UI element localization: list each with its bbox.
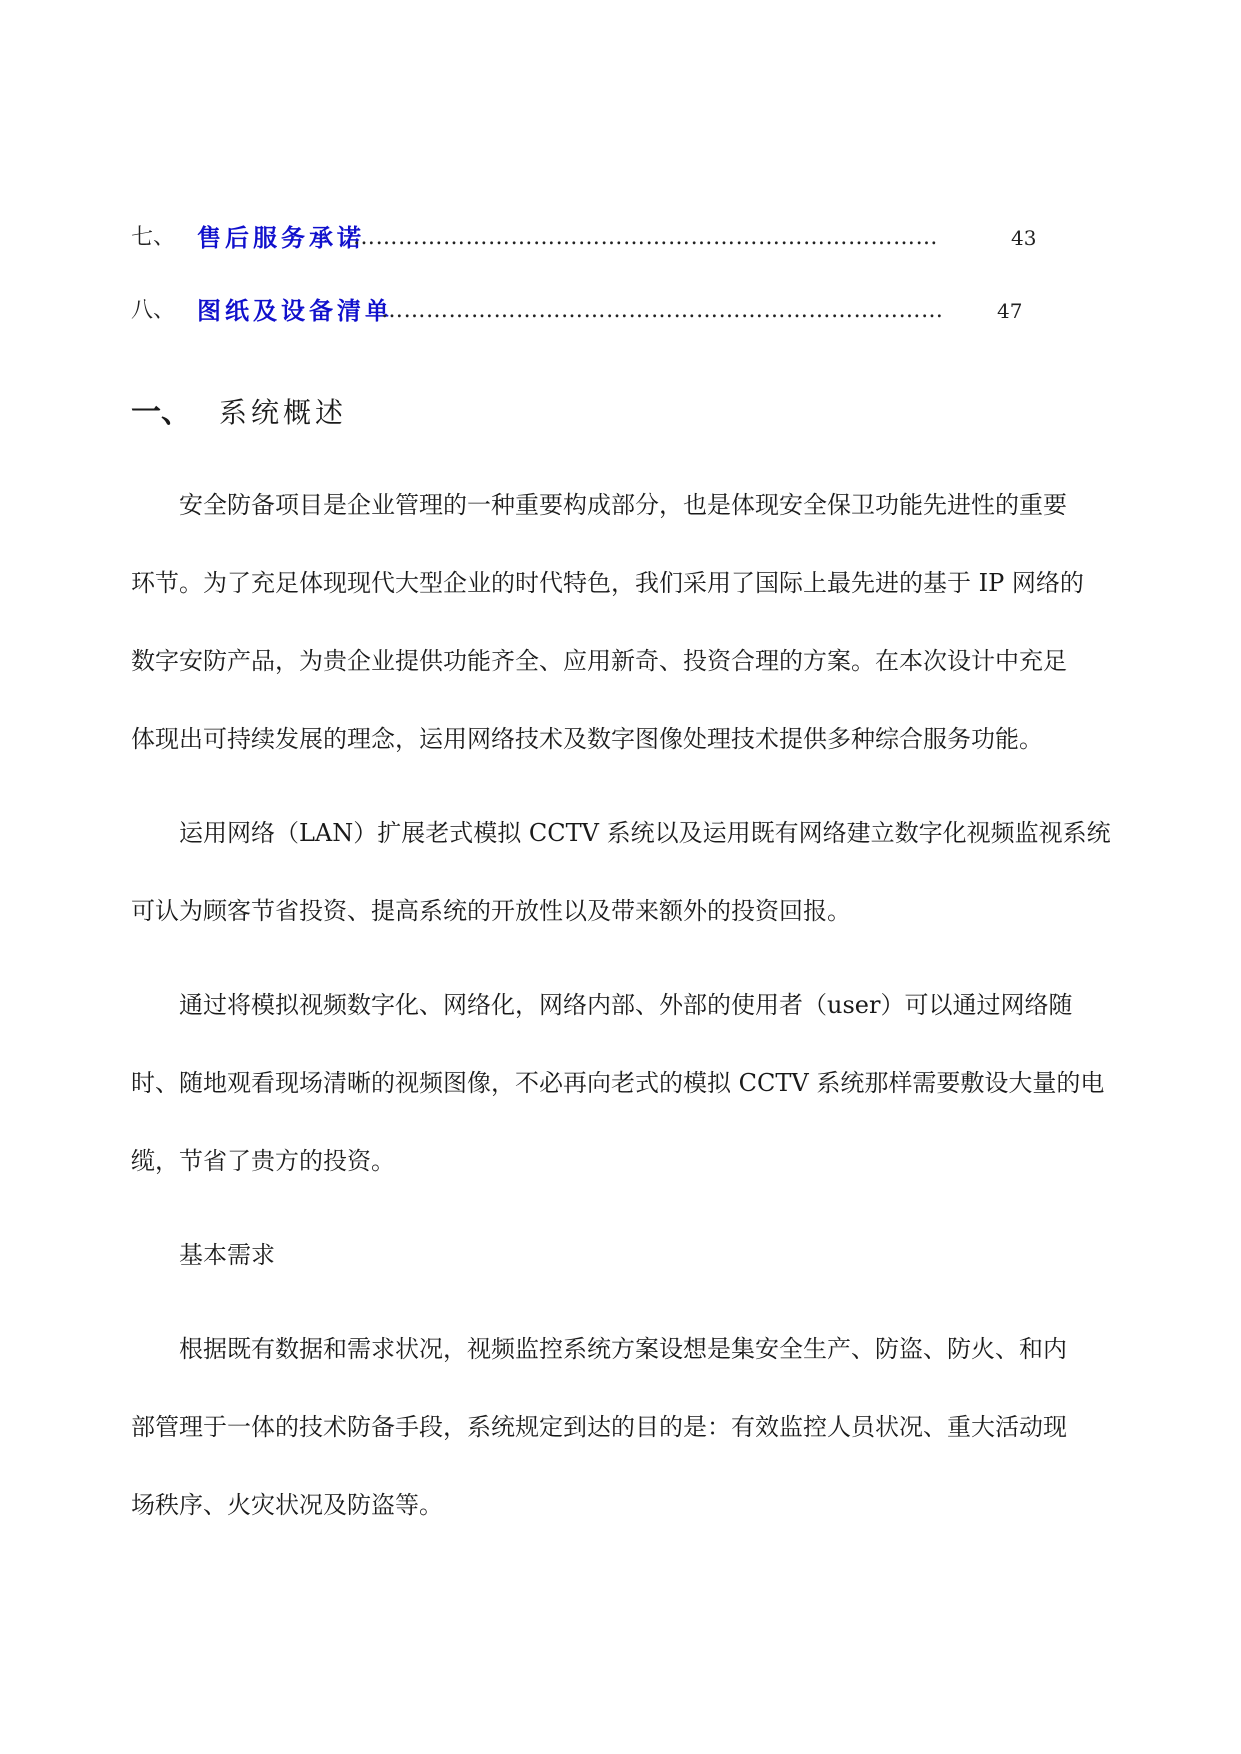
section-number: 一、 (131, 395, 191, 430)
section-title: 系统概述 (219, 396, 348, 429)
toc-entry-8[interactable] (131, 291, 1023, 331)
paragraph-line: 可认为顾客节省投资、提高系统的开放性以及带来额外的投资回报。 (131, 897, 851, 925)
paragraph-line: 体现出可持续发展的理念，运用网络技术及数字图像处理技术提供多种综合服务功能。 (131, 725, 1043, 753)
toc-number: 七、 (131, 225, 176, 250)
toc-entry-7[interactable] (131, 218, 1037, 258)
toc-number: 八、 (131, 298, 176, 323)
toc-page-number: 47 (997, 299, 1023, 323)
paragraph-line: 运用网络（LAN）扩展老式模拟 CCTV 系统以及运用既有网络建立数字化视频监视系统 (179, 819, 1111, 847)
toc-link[interactable]: 售后服务承诺 (197, 224, 365, 252)
subheading: 基本需求 (179, 1241, 275, 1269)
paragraph-line: 缆，节省了贵方的投资。 (131, 1147, 395, 1175)
paragraph-line: 时、随地观看现场清晰的视频图像，不必再向老式的模拟 CCTV 系统那样需要敷设大量的电 (131, 1069, 1105, 1097)
toc-leader: …………………………………………………………………… (353, 225, 938, 250)
paragraph-line: 场秩序、火灾状况及防盗等。 (131, 1491, 443, 1519)
paragraph-line: 根据既有数据和需求状况，视频监控系统方案设想是集安全生产、防盗、防火、和内 (179, 1335, 1067, 1363)
toc-page-number: 43 (1011, 226, 1037, 250)
toc-link[interactable]: 图纸及设备清单 (197, 297, 393, 325)
paragraph-line: 通过将模拟视频数字化、网络化，网络内部、外部的使用者（user）可以通过网络随 (179, 991, 1073, 1019)
paragraph-line: 环节。为了充足体现现代大型企业的时代特色，我们采用了国际上最先进的基于 IP 网络的 (131, 569, 1084, 597)
paragraph-line: 数字安防产品，为贵企业提供功能齐全、应用新奇、投资合理的方案。在本次设计中充足 (131, 647, 1067, 675)
toc-leader: ………………………………………………………………… (381, 298, 944, 323)
paragraph-line: 安全防备项目是企业管理的一种重要构成部分，也是体现安全保卫功能先进性的重要 (179, 491, 1067, 519)
paragraph-line: 部管理于一体的技术防备手段，系统规定到达的目的是：有效监控人员状况、重大活动现 (131, 1413, 1067, 1441)
